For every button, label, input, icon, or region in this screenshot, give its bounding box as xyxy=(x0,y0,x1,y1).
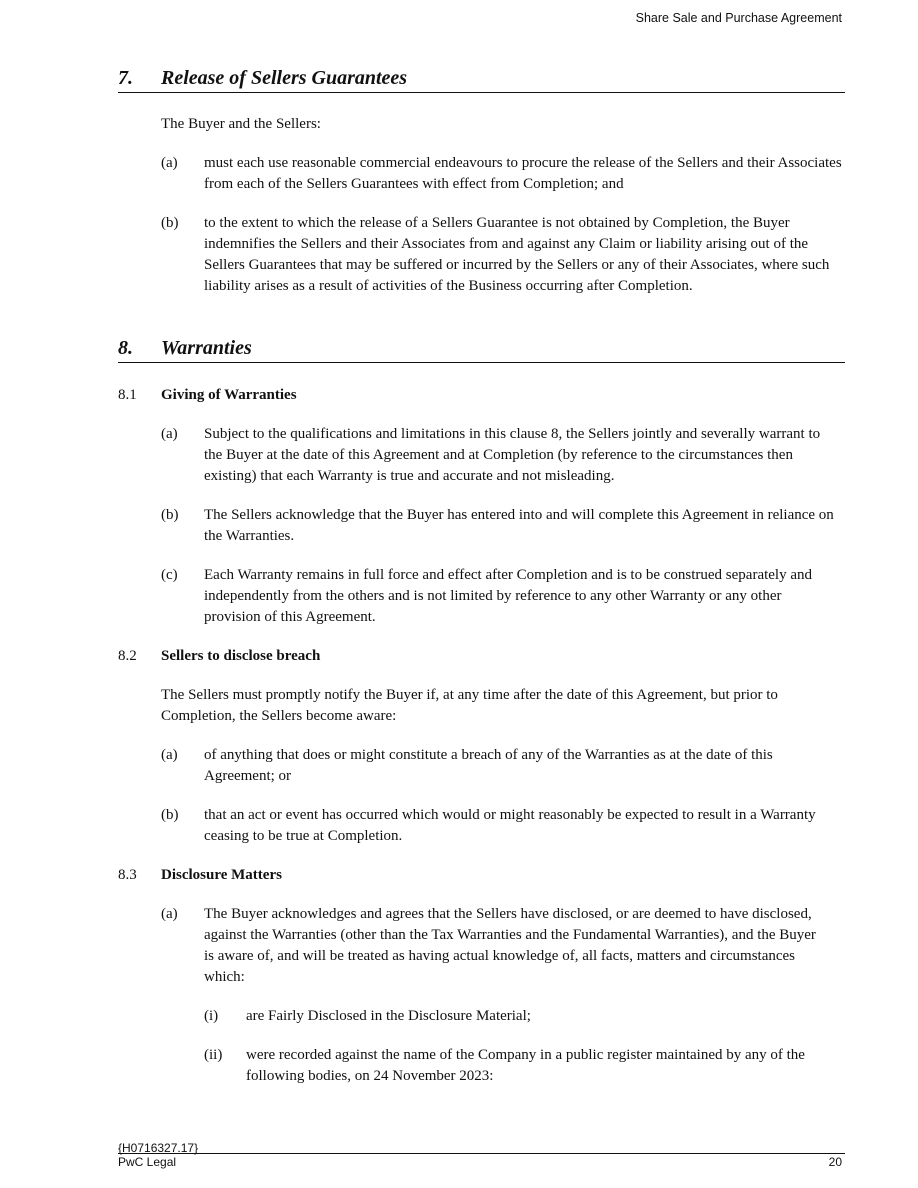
clause-8-2-item-a-label: (a) xyxy=(161,747,178,763)
clause-7-item-a-text: must each use reasonable commercial endeavours to procure the release of the Sellers and their Associates from each of the Sellers Guarantees with effect from Completion; and xyxy=(204,155,842,192)
clause-8-1-item-a-label: (a) xyxy=(161,426,178,442)
clause-8-1-item-c-text: Each Warranty remains in full force and effect after Completion and is to be construed separately and independently from the others and is not limited by reference to any other Warranty or any other provision of this Agreement. xyxy=(204,567,813,625)
clause-8-1-title: Giving of Warranties xyxy=(161,387,297,403)
footer-firm-name: PwC Legal xyxy=(118,1155,177,1169)
footer-document-reference: {H0716327.17} xyxy=(118,1141,199,1155)
clause-7-item-b-text: to the extent to which the release of a Sellers Guarantee is not obtained by Completion, the Buyer indemnifies the Sellers and their Associates from and against any Claim or liability arising out of the Sellers Guarantees that may be suffered or incurred by the Sellers or any of their Associates, where such liability arises as a result of activities of the Business occurring after Completion. xyxy=(204,215,830,294)
clause-7-title: Release of Sellers Guarantees xyxy=(161,67,408,89)
clause-7-heading xyxy=(118,64,845,93)
clause-8-3-title: Disclosure Matters xyxy=(161,867,282,883)
clause-8-2-intro: The Sellers must promptly notify the Buyer if, at any time after the date of this Agreement, but prior to Completion, the Sellers become aware: xyxy=(161,687,778,724)
clause-8-3-item-a-label: (a) xyxy=(161,906,178,922)
clause-8-1-item-b-label: (b) xyxy=(161,507,179,523)
clause-8-2-number: 8.2 xyxy=(118,648,137,664)
clause-8-3-subitem-i-label: (i) xyxy=(204,1008,219,1024)
clause-8-1-item-b-text: The Sellers acknowledge that the Buyer has entered into and will complete this Agreement in reliance on the Warranties. xyxy=(204,507,834,544)
clause-8-3-subitem-ii-label: (ii) xyxy=(204,1047,223,1063)
document-header-title: Share Sale and Purchase Agreement xyxy=(635,11,842,25)
clause-7-intro: The Buyer and the Sellers: xyxy=(161,116,321,132)
clause-8-3-item-a-text: The Buyer acknowledges and agrees that the Sellers have disclosed, or are deemed to have disclosed, against the Warranties (other than the Tax Warranties and the Fundamental Warranties), and the Buyer is aware of, and will be treated as having actual knowledge of, all facts, matters and circumstances which: xyxy=(204,906,816,985)
clause-7-item-a-label: (a) xyxy=(161,155,178,171)
clause-8-3-number: 8.3 xyxy=(118,867,137,883)
footer-page-number: 20 xyxy=(828,1155,842,1169)
clause-8-1-item-c-label: (c) xyxy=(161,567,178,583)
clause-7-item-b-label: (b) xyxy=(161,215,179,231)
clause-7-number: 7. xyxy=(118,67,133,89)
clause-8-title: Warranties xyxy=(161,337,252,359)
clause-8-2-title: Sellers to disclose breach xyxy=(161,648,321,664)
clause-8-3-subitem-i-text: are Fairly Disclosed in the Disclosure Material; xyxy=(246,1008,531,1024)
clause-8-2-item-a-text: of anything that does or might constitute a breach of any of the Warranties as at the date of this Agreement; or xyxy=(204,747,773,784)
clause-8-3-subitem-ii-text: were recorded against the name of the Company in a public register maintained by any of the following bodies, on 24 November 2023: xyxy=(246,1047,805,1084)
clause-8-heading xyxy=(118,334,845,363)
clause-8-1-number: 8.1 xyxy=(118,387,137,403)
clause-8-number: 8. xyxy=(118,337,133,359)
clause-8-1-item-a-text: Subject to the qualifications and limitations in this clause 8, the Sellers jointly and severally warrant to the Buyer at the date of this Agreement and at Completion (by reference to the circumstances then existing) that each Warranty is true and accurate and not misleading. xyxy=(204,426,821,484)
footer-divider xyxy=(118,1153,845,1154)
clause-8-2-item-b-text: that an act or event has occurred which would or might reasonably be expected to result in a Warranty ceasing to be true at Completion. xyxy=(204,807,816,844)
clause-8-2-item-b-label: (b) xyxy=(161,807,179,823)
